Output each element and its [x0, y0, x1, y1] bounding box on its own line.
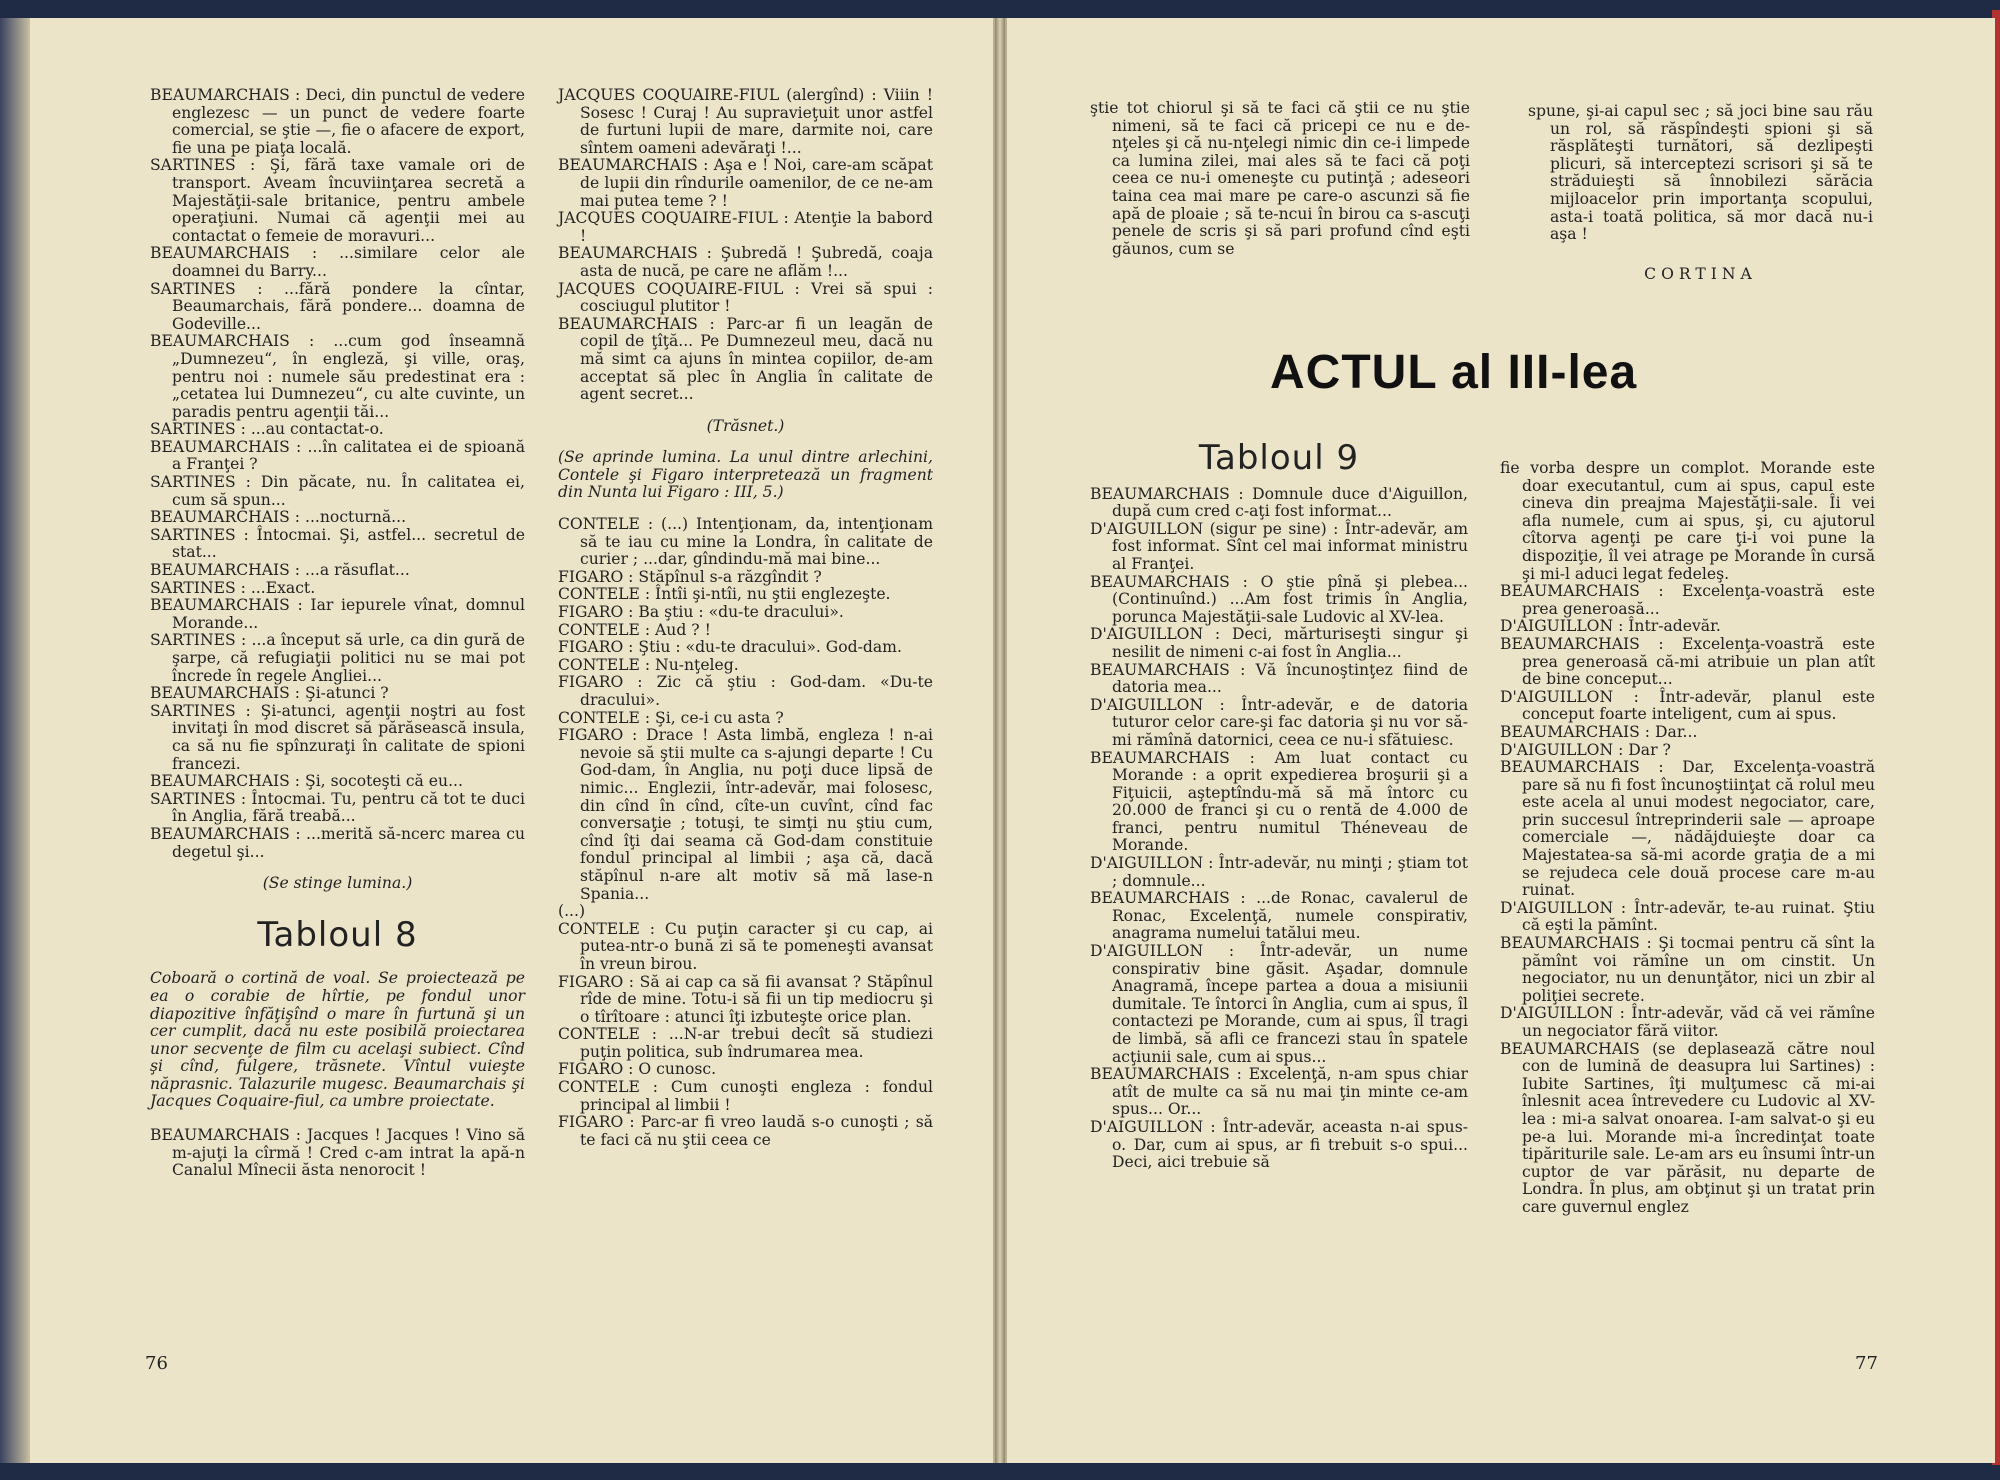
book-gutter: [995, 18, 1005, 1463]
dialogue-line: BEAUMARCHAIS : ...merită să-ncerc marea cu degetul şi...: [150, 824, 525, 861]
dialogue-line: (...): [558, 902, 586, 921]
dialogue-line: FIGARO : O cunosc.: [558, 1060, 717, 1079]
stage-direction-light: (Se aprinde lumina. La unul dintre arlechini, Contele şi Figaro interpretează un fragment din Nunta lui Figaro : III, 5.): [558, 448, 933, 502]
dialogue-line: BEAUMARCHAIS : ...a răsuflat...: [150, 561, 410, 580]
dialogue-block-4b: [1500, 460, 1875, 1217]
dialogue-block-2b: [558, 516, 933, 1149]
left-column-2: [558, 87, 933, 1149]
dialogue-line: FIGARO : Stăpînul s-a răzgîndit ?: [558, 567, 822, 586]
dialogue-line: BEAUMARCHAIS : Jacques ! Jacques ! Vino să m-ajuţi la cîrmă ! Cred c-am intrat la apă-n Canalul Mînecii ăsta nenorocit !: [150, 1126, 525, 1180]
dialogue-line: BEAUMARCHAIS : ...de Ronac, cavalerul de Ronac, Excelenţă, numele conspirativ, anagrama numelui tatălui meu.: [1090, 889, 1468, 943]
dialogue-block-1b: [150, 1127, 525, 1180]
dialogue-line: BEAUMARCHAIS : Excelenţa-voastră este prea generoasă că-mi atribuie un plan atît de bine conceput...: [1500, 634, 1875, 689]
dialogue-line: BEAUMARCHAIS : Şi tocmai pentru că sînt la pămînt voi rămîne un om cinstit. Un negociator, nu un denunţător, nici un zbir al poliţiei secrete.: [1500, 934, 1875, 1005]
dialogue-line: FIGARO : Ba ştiu : «du-te dracului».: [558, 603, 844, 622]
dialogue-line: CONTELE : Nu-nţeleg.: [558, 655, 739, 674]
dialogue-line: BEAUMARCHAIS : ...nocturnă...: [150, 508, 407, 527]
dialogue-line: BEAUMARCHAIS : Şubredă ! Şubredă, coaja asta de nucă, pe care ne aflăm !...: [558, 244, 933, 280]
dialogue-line: BEAUMARCHAIS : Iar iepurele vînat, domnul Morande...: [150, 596, 525, 632]
dialogue-line: BEAUMARCHAIS : ...în calitatea ei de spioană a Franţei ?: [150, 437, 525, 474]
dialogue-line: CONTELE : Şi, ce-i cu asta ?: [558, 708, 784, 727]
dialogue-line: CONTELE : ...N-ar trebui decît să studiezi puţin politica, sub îndrumarea mea.: [558, 1025, 933, 1061]
dialogue-line: SARTINES : ...au contactat-o.: [150, 420, 384, 439]
dialogue-line: BEAUMARCHAIS : Vă încunoştinţez fiind de datoria mea...: [1090, 660, 1468, 697]
dialogue-line: D'AIGUILLON : Într-adevăr, planul este conceput foarte inteligent, cum ai spus.: [1500, 687, 1875, 724]
right-column-2-bottom: [1500, 460, 1875, 1217]
dialogue-line: JACQUES COQUAIRE-FIUL (alergînd) : Viiin ! Sosesc ! Curaj ! Au supravieţuit unor astfel de furtuni lupii de mare, darmite noi, care sîntem oameni adevăraţi !...: [558, 86, 933, 157]
dialogue-line: BEAUMARCHAIS (se deplasează către noul con de lumină de deasupra lui Sartines) : Iubite Sartines, îţi mulţumesc că mi-ai înlesnit acea întrevedere cu Ludovic al XV-lea : mi-a salvat onoarea. I-am salvat-o şi eu pe-a lui. Morande mi-a încredinţat toate tipăriturile sale. Le-am ars eu însumi într-un cuptor de var părăsit, nu departe de Londra. În plus, am obţinut şi un tratat prin care guvernul englez: [1500, 1039, 1875, 1216]
dialogue-line: BEAUMARCHAIS : O ştie pînă şi plebea... (Continuînd.) ...Am fost trimis în Anglia, porunca Majestăţii-sale Ludovic al XV-lea.: [1090, 572, 1468, 626]
book-edge-left: [0, 18, 30, 1463]
dialogue-line: BEAUMARCHAIS : Excelenţă, n-am spus chiar atît de multe ca să nu mai ţin minte ce-am spus... Or...: [1090, 1065, 1468, 1119]
dialogue-block-3a: [1090, 100, 1470, 258]
dialogue-line: D'AIGUILLON : Într-adevăr, nu minţi ; ştiam tot ; domnule...: [1090, 854, 1468, 890]
act-title: ACTUL al III-lea: [1270, 346, 1638, 399]
dialogue-line: CONTELE : Cum cunoşti engleza : fondul principal al limbii !: [558, 1078, 933, 1114]
dialogue-line: BEAUMARCHAIS : Parc-ar fi un leagăn de copil de ţîţă... Pe Dumnezeul meu, dacă nu mă simt ca ajuns în mintea copiilor, de-am acceptat să plec în Anglia în calitate de agent secret...: [558, 314, 933, 404]
dialogue-line: SARTINES : Şi, fără taxe vamale ori de transport. Aveam încuviinţarea secretă a Majestăţii-sale britanice, pentru ambele operaţiuni. Numai că agenţii mei au contactat o femeie de moravuri...: [150, 156, 525, 245]
dialogue-line: SARTINES : ...a început să urle, ca din gură de şarpe, că refugiaţii politici nu se mai pot încrede în regele Angliei...: [150, 631, 525, 685]
dialogue-line: SARTINES : ...Exact.: [150, 578, 316, 597]
right-column-1-top: [1090, 100, 1470, 258]
dialogue-line: SARTINES : Întocmai. Şi, astfel... secretul de stat...: [150, 525, 525, 562]
stage-direction-tablou-8: Coboară o cortină de voal. Se proiectează pe ea o corabie de hîrtie, pe fondul unor diapozitive înfăţişînd o mare în furtună şi un cer cumplit, dacă nu este posibilă proiectarea unor secvenţe de film cu acelaşi subiect. Cînd şi cînd, fulgere, trăsnete. Vîntul vuieşte năprasnic. Talazurile mugesc. Beaumarchais şi Jacques Coquaire-fiul, ca umbre proiectate.: [150, 969, 525, 1111]
dialogue-line: fie vorba despre un complot. Morande este doar executantul, cum ai spus, capul este cineva din preajma Majestăţii-sale. Îi vei afla numele, cum ai spus, şi, cu ajutorul cîtorva agenţi pe care ţi-i voi pune la dispoziţie, îl vei atrage pe Morande în cursă şi mi-l aduci legat fedeleş.: [1500, 459, 1875, 583]
dialogue-line: JACQUES COQUAIRE-FIUL : Atenţie la babord !: [558, 209, 933, 245]
dialogue-line: D'AIGUILLON (sigur pe sine) : Într-adevăr, am fost informat. Sînt cel mai informat ministru al Franţei.: [1090, 519, 1468, 573]
dialogue-line: ştie tot chiorul şi să te faci că ştii ce nu ştie nimeni, să te faci că pricepi ce nu e de-nţeles şi că nu-nţelegi nimic din ce-i limpede ca lumina zilei, mai ales să te faci că poţi ceea ce nu-i omeneşte cu putinţă ; adeseori taina cea mai mare pe care-o ascunzi să fie apă de ploaie ; să te-ncui în birou ca s-ascuţi penele de scris şi să pari profund cînd eşti găunos, cum se: [1090, 99, 1470, 258]
right-column-2-top: [1528, 103, 1873, 283]
dialogue-line: BEAUMARCHAIS : Dar...: [1500, 722, 1698, 741]
dialogue-line: BEAUMARCHAIS : Şi-atunci ?: [150, 684, 389, 703]
tablou-8-title: Tabloul 8: [257, 914, 418, 955]
dialogue-line: BEAUMARCHAIS : Domnule duce d'Aiguillon, după cum cred c-aţi fost informat...: [1090, 484, 1468, 521]
dialogue-line: D'AIGUILLON : Într-adevăr, un nume conspirativ bine găsit. Aşadar, domnule Anagramă, începe partea a doua a misiunii dumitale. Te întorci în Anglia, cum ai spus, îl contactezi pe Morande, cum ai spus, îl tragi de limbă, să afli ce francezi stau în spatele acţiunii sale, cum ai spus...: [1090, 942, 1468, 1066]
dialogue-line: FIGARO : Parc-ar fi vreo laudă s-o cunoşti ; să te faci că nu ştii ceea ce: [558, 1113, 933, 1149]
dialogue-line: CONTELE : Aud ? !: [558, 620, 711, 639]
dialogue-line: FIGARO : Să ai cap ca să fii avansat ? Stăpînul rîde de mine. Totu-i să fii un tip mediocru şi o tîrîtoare : atunci îţi izbuteşte orice plan.: [558, 972, 933, 1026]
dialogue-line: FIGARO : Zic că ştiu : God-dam. «Du-te dracului».: [558, 673, 933, 709]
dialogue-line: CONTELE : Întîi şi-ntîi, nu ştii englezeşte.: [558, 585, 891, 604]
dialogue-line: BEAUMARCHAIS : ...similare celor ale doamnei du Barry...: [150, 244, 525, 280]
dialogue-line: BEAUMARCHAIS : ...cum god înseamnă „Dumnezeu“, în engleză, şi ville, oraş, pentru noi : numele său predestinat era : „cetatea lui Dumnezeu“, cu alte cuvinte, un paradis pentru agenţii tăi...: [150, 332, 525, 421]
stage-direction: (Se stinge lumina.): [262, 874, 413, 893]
right-column-1-bottom: [1090, 438, 1468, 1172]
dialogue-line: SARTINES : ...fără pondere la cîntar, Beaumarchais, fără pondere... doamna de Godeville...: [150, 279, 525, 333]
dialogue-line: BEAUMARCHAIS : Deci, din punctul de vedere englezesc — un punct de vedere foarte comercial, se ştie —, fie o afacere de export, fie una pe piaţa locală.: [150, 86, 525, 157]
dialogue-line: CONTELE : Cu puţin caracter şi cu cap, ai putea-ntr-o bună zi să te pomeneşti avansat în vreun birou.: [558, 919, 933, 973]
dialogue-line: D'AIGUILLON : Într-adevăr, văd că vei rămîne un negociator fără viitor.: [1500, 1004, 1875, 1040]
tablou-9-title: Tabloul 9: [1198, 438, 1360, 478]
dialogue-line: SARTINES : Şi-atunci, agenţii noştri au fost invitaţi în mod discret să părăsească insula, ca să nu fie spînzuraţi în calitate de spioni francezi.: [150, 701, 525, 773]
dialogue-line: SARTINES : Întocmai. Tu, pentru că tot te duci în Anglia, fără treabă...: [150, 789, 525, 826]
dialogue-line: CONTELE : (...) Intenţionam, da, intenţionam să te iau cu mine la Londra, în calitate de curier ; ...dar, gîndindu-mă mai bine...: [558, 515, 933, 569]
dialogue-line: D'AIGUILLON : Dar ?: [1500, 740, 1671, 759]
left-column-1: [150, 87, 525, 1180]
page-number-right: 77: [1855, 1353, 1878, 1374]
dialogue-line: BEAUMARCHAIS : Dar, Excelenţa-voastră pare să nu fi fost încunoştiinţat că rolul meu este acela al unui modest negociator, care, prin succesul întreprinderii sale — aproape comerciale —, nădăjduieşte doar ca Majestatea-sa să-mi acorde graţia de a mi se rejudeca cele două procese care m-au ruinat.: [1500, 758, 1875, 900]
dialogue-line: BEAUMARCHAIS : Şi, socoteşti că eu...: [150, 772, 463, 791]
page-number-left: 76: [145, 1353, 168, 1374]
dialogue-line: BEAUMARCHAIS : Am luat contact cu Morande : a oprit expedierea broşurii şi a Fiţuicii, aşteptîndu-mă să mă întorc cu 20.000 de franci şi cu o rentă de 4.000 de franci, pentru numitul Théneveau de Morande.: [1090, 748, 1468, 855]
dialogue-line: BEAUMARCHAIS : Aşa e ! Noi, care-am scăpat de lupii din rîndurile oamenilor, de ce ne-am mai putea teme ? !: [558, 156, 933, 210]
dialogue-line: JACQUES COQUAIRE-FIUL : Vrei să spui : cosciugul plutitor !: [558, 279, 933, 316]
dialogue-line: FIGARO : Ştiu : «du-te dracului». God-dam.: [558, 638, 902, 657]
dialogue-line: SARTINES : Din păcate, nu. În calitatea ei, cum să spun...: [150, 473, 525, 509]
dialogue-line: BEAUMARCHAIS : Excelenţa-voastră este prea generoasă...: [1500, 582, 1875, 618]
dialogue-line: D'AIGUILLON : Deci, mărturiseşti singur şi nesilit de nimeni c-ai fost în Anglia...: [1090, 625, 1468, 661]
dialogue-line: FIGARO : Drace ! Asta limbă, engleza ! n-ai nevoie să ştii multe ca s-ajungi departe ! Cu God-dam, în Anglia, nu poţi duce lipsă de nimic... Englezii, într-adevăr, mai folosesc, din cînd în cînd, cîte-un cuvînt, cînd fac conversaţie ; totuşi, te simţi nu ştiu cum, cînd îţi dai seama că God-dam constituie fondul principal al limbii ; aşa că, dacă stăpînul n-are alt motiv să mă lase-n Spania...: [558, 726, 933, 903]
stage-direction-thunder: (Trăsnet.): [706, 416, 785, 435]
dialogue-block-4a: [1528, 103, 1873, 244]
dialogue-block-2a: [558, 87, 933, 404]
dialogue-line: D'AIGUILLON : Într-adevăr, te-au ruinat. Ştiu că eşti la pămînt.: [1500, 898, 1875, 935]
dialogue-line: D'AIGUILLON : Într-adevăr, aceasta n-ai spus-o. Dar, cum ai spus, ar fi trebuit s-o spui... Deci, aici trebuie să: [1090, 1117, 1468, 1172]
dialogue-line: spune, şi-ai capul sec ; să joci bine sau rău un rol, să răspîndeşti spioni şi să răsplăteşti turnători, să dezlipeşti plicuri, să interceptezi scrisori şi să te străduieşti să înnobilezi sărăcia mijloacelor prin importanţa scopului, asta-i toată politica, să mor dacă nu-i aşa !: [1528, 102, 1873, 244]
dialogue-line: D'AIGUILLON : Într-adevăr.: [1500, 617, 1721, 636]
dialogue-line: D'AIGUILLON : Într-adevăr, e de datoria tuturor celor care-şi fac datoria şi nu vor să-mi rămînă datornici, ceea ce nu-i sfătuiesc.: [1090, 695, 1468, 749]
dialogue-block-1a: [150, 87, 525, 861]
curtain-label: CORTINA: [1644, 264, 1757, 283]
dialogue-block-3b: [1090, 486, 1468, 1172]
